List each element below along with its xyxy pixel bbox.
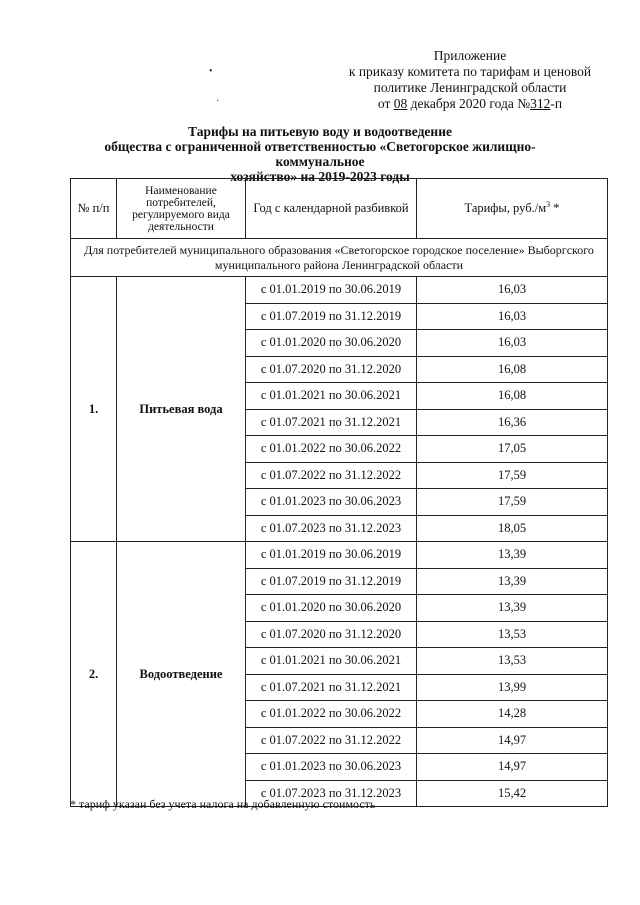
section-row [71, 239, 608, 277]
title-line-2: общества с ограниченной ответственностью «Светогорское жилищно-коммунальное [104, 139, 536, 169]
period-cell: с 01.01.2019 по 30.06.2019 [246, 277, 417, 304]
period-cell: с 01.01.2021 по 30.06.2021 [246, 648, 417, 675]
period-cell: с 01.07.2020 по 31.12.2020 [246, 356, 417, 383]
appendix-line-1: Приложение [433, 48, 507, 63]
tariff-cell: 16,03 [417, 303, 608, 330]
period-cell: с 01.01.2022 по 30.06.2022 [246, 436, 417, 463]
appendix-date-line [330, 96, 610, 112]
date-rest: декабря 2020 года № [410, 96, 531, 111]
tariff-cell: 13,53 [417, 621, 608, 648]
scan-speck: · [216, 96, 220, 107]
period-cell: с 01.07.2023 по 31.12.2023 [246, 515, 417, 542]
service-name: Водоотведение [117, 542, 246, 807]
service-name: Питьевая вода [117, 277, 246, 542]
period-cell: с 01.07.2021 по 31.12.2021 [246, 674, 417, 701]
order-number: 312 [530, 96, 551, 111]
tariff-cell: 16,08 [417, 383, 608, 410]
table-row [71, 277, 608, 304]
tariff-cell: 16,03 [417, 277, 608, 304]
tariff-cell: 17,59 [417, 489, 608, 516]
tariff-cell: 13,39 [417, 542, 608, 569]
section-heading: Для потребителей муниципального образования «Светогорское городское поселение» Выборгского муниципального района Ленинградской области [71, 239, 608, 277]
period-cell: с 01.01.2022 по 30.06.2022 [246, 701, 417, 728]
tariff-cell: 13,39 [417, 595, 608, 622]
date-day: 08 [393, 96, 408, 111]
appendix-line-2: к приказу комитета по тарифам и ценовой [348, 64, 592, 79]
footnote: * тариф указан без учета налога на добавленную стоимость [70, 797, 376, 811]
item-number: 2. [71, 542, 117, 807]
period-cell: с 01.01.2023 по 30.06.2023 [246, 489, 417, 516]
tariff-cell: 16,08 [417, 356, 608, 383]
tariff-table [70, 178, 608, 807]
period-cell: с 01.07.2019 по 31.12.2019 [246, 303, 417, 330]
period-cell: с 01.01.2021 по 30.06.2021 [246, 383, 417, 410]
period-cell: с 01.07.2020 по 31.12.2020 [246, 621, 417, 648]
tariff-cell: 16,36 [417, 409, 608, 436]
tariff-cell: 14,97 [417, 727, 608, 754]
period-cell: с 01.07.2022 по 31.12.2022 [246, 462, 417, 489]
table-header-row [71, 179, 608, 239]
date-prefix: от [377, 96, 391, 111]
tariff-cell: 15,42 [417, 780, 608, 807]
period-cell: с 01.07.2021 по 31.12.2021 [246, 409, 417, 436]
appendix-line-3: политике Ленинградской области [373, 80, 567, 95]
tariff-cell: 17,05 [417, 436, 608, 463]
scan-speck: • [209, 66, 213, 77]
header-period: Год с календарной разбивкой [246, 179, 417, 239]
period-cell: с 01.01.2019 по 30.06.2019 [246, 542, 417, 569]
header-num: № п/п [71, 179, 117, 239]
tariff-cell: 17,59 [417, 462, 608, 489]
tariff-cell: 16,03 [417, 330, 608, 357]
tariff-cell: 14,28 [417, 701, 608, 728]
period-cell: с 01.07.2022 по 31.12.2022 [246, 727, 417, 754]
title-line-3: хозяйство» на 2019-2023 годы [230, 169, 410, 184]
period-cell: с 01.01.2023 по 30.06.2023 [246, 754, 417, 781]
tariff-cell: 18,05 [417, 515, 608, 542]
period-cell: с 01.01.2020 по 30.06.2020 [246, 595, 417, 622]
tariff-cell: 13,39 [417, 568, 608, 595]
document-title [60, 124, 580, 184]
tariff-cell: 13,53 [417, 648, 608, 675]
period-cell: с 01.07.2019 по 31.12.2019 [246, 568, 417, 595]
appendix-header [330, 48, 610, 112]
header-name: Наименование потребителей, регулируемого вида деятельности [117, 179, 246, 239]
item-number: 1. [71, 277, 117, 542]
table-row [71, 542, 608, 569]
period-cell: с 01.07.2023 по 31.12.2023 [246, 780, 417, 807]
tariff-cell: 14,97 [417, 754, 608, 781]
period-cell: с 01.01.2020 по 30.06.2020 [246, 330, 417, 357]
header-tariff: Тарифы, $руб./м^3$ * [417, 179, 608, 239]
title-line-1: Тарифы на питьевую воду и водоотведение [188, 124, 452, 139]
order-number-suffix: -п [550, 96, 563, 111]
tariff-cell: 13,99 [417, 674, 608, 701]
